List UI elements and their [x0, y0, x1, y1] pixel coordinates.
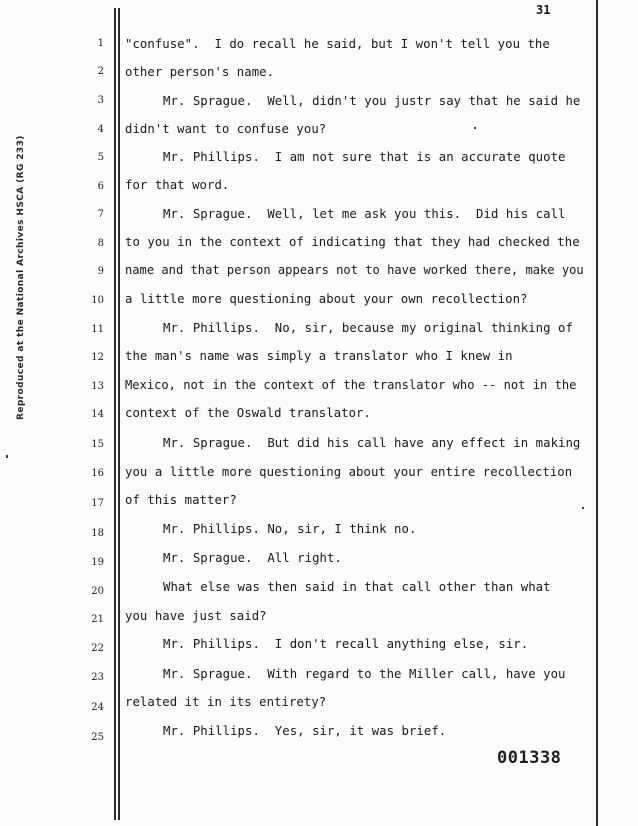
transcript-line: a little more questioning about your own recollection?: [125, 292, 528, 306]
transcript-line: didn't want to confuse you?: [125, 122, 327, 136]
transcript-line: Mr. Sprague. But did his call have any effect in making: [163, 436, 581, 450]
line-number: 5: [97, 152, 104, 163]
line-number: 21: [91, 614, 104, 625]
transcript-line: Mr. Sprague. Well, didn't you justr say that he said he: [163, 94, 581, 108]
line-number: 19: [91, 557, 104, 568]
line-number: 3: [97, 95, 104, 106]
line-number: 10: [91, 295, 104, 306]
line-number: 25: [91, 732, 104, 743]
transcript-line: other person's name.: [125, 65, 275, 79]
line-number: 13: [91, 381, 104, 392]
transcript-line: to you in the context of indicating that they had checked the: [125, 235, 580, 249]
left-margin-rule: [114, 8, 116, 820]
transcript-line: Mr. Phillips. No, sir, I think no.: [163, 522, 417, 536]
transcript-line: Mr. Phillips. Yes, sir, it was brief.: [163, 724, 447, 738]
archive-side-stamp: Reproduced at the National Archives HSCA (RG 233): [16, 135, 26, 420]
line-number: 22: [91, 643, 104, 654]
line-number: 8: [97, 238, 104, 249]
transcript-line: for that word.: [125, 178, 230, 192]
transcript-line: name and that person appears not to have worked there, make you: [125, 263, 584, 277]
transcript-line: of this matter?: [125, 493, 237, 507]
left-margin-rule: [118, 8, 120, 820]
line-number: 20: [91, 586, 104, 597]
transcript-line: "confuse". I do recall he said, but I won't tell you the: [125, 37, 550, 51]
line-number: 24: [91, 702, 104, 713]
transcript-line: Mr. Sprague. All right.: [163, 551, 342, 565]
line-number: 7: [97, 209, 104, 220]
document-id-stamp: 001338: [497, 748, 562, 768]
transcript-line: Mr. Phillips. No, sir, because my original thinking of: [163, 321, 573, 335]
transcript-line: you a little more questioning about your entire recollection: [125, 465, 573, 479]
transcript-line: Mexico, not in the context of the translator who -- not in the: [125, 378, 577, 392]
page-number: 31: [536, 3, 551, 17]
line-number: 18: [91, 528, 104, 539]
line-number: 14: [91, 409, 104, 420]
line-number: 16: [91, 468, 104, 479]
scan-speck: [6, 455, 8, 458]
transcript-line: Mr. Sprague. Well, let me ask you this. Did his call: [163, 207, 566, 221]
transcript-line: What else was then said in that call other than what: [163, 580, 551, 594]
line-number: 15: [91, 439, 104, 450]
scan-speck: [582, 507, 584, 509]
line-number: 4: [97, 124, 104, 135]
line-number: 17: [91, 498, 104, 509]
line-number: 11: [91, 324, 104, 335]
transcript-line: related it in its entirety?: [125, 695, 327, 709]
scan-speck: [474, 127, 476, 129]
transcript-line: Mr. Sprague. With regard to the Miller call, have you: [163, 667, 566, 681]
line-number: 1: [97, 38, 104, 49]
line-number: 6: [97, 181, 104, 192]
line-number: 9: [97, 266, 104, 277]
transcript-line: Mr. Phillips. I am not sure that is an accurate quote: [163, 150, 566, 164]
transcript-line: Mr. Phillips. I don't recall anything else, sir.: [163, 637, 529, 651]
line-number: 12: [91, 352, 104, 363]
transcript-line: you have just said?: [125, 609, 267, 623]
transcript-line: context of the Oswald translator.: [125, 406, 371, 420]
transcript-line: the man's name was simply a translator who I knew in: [125, 349, 513, 363]
right-margin-rule: [596, 0, 598, 826]
line-number: 23: [91, 672, 104, 683]
line-number: 2: [97, 66, 104, 77]
